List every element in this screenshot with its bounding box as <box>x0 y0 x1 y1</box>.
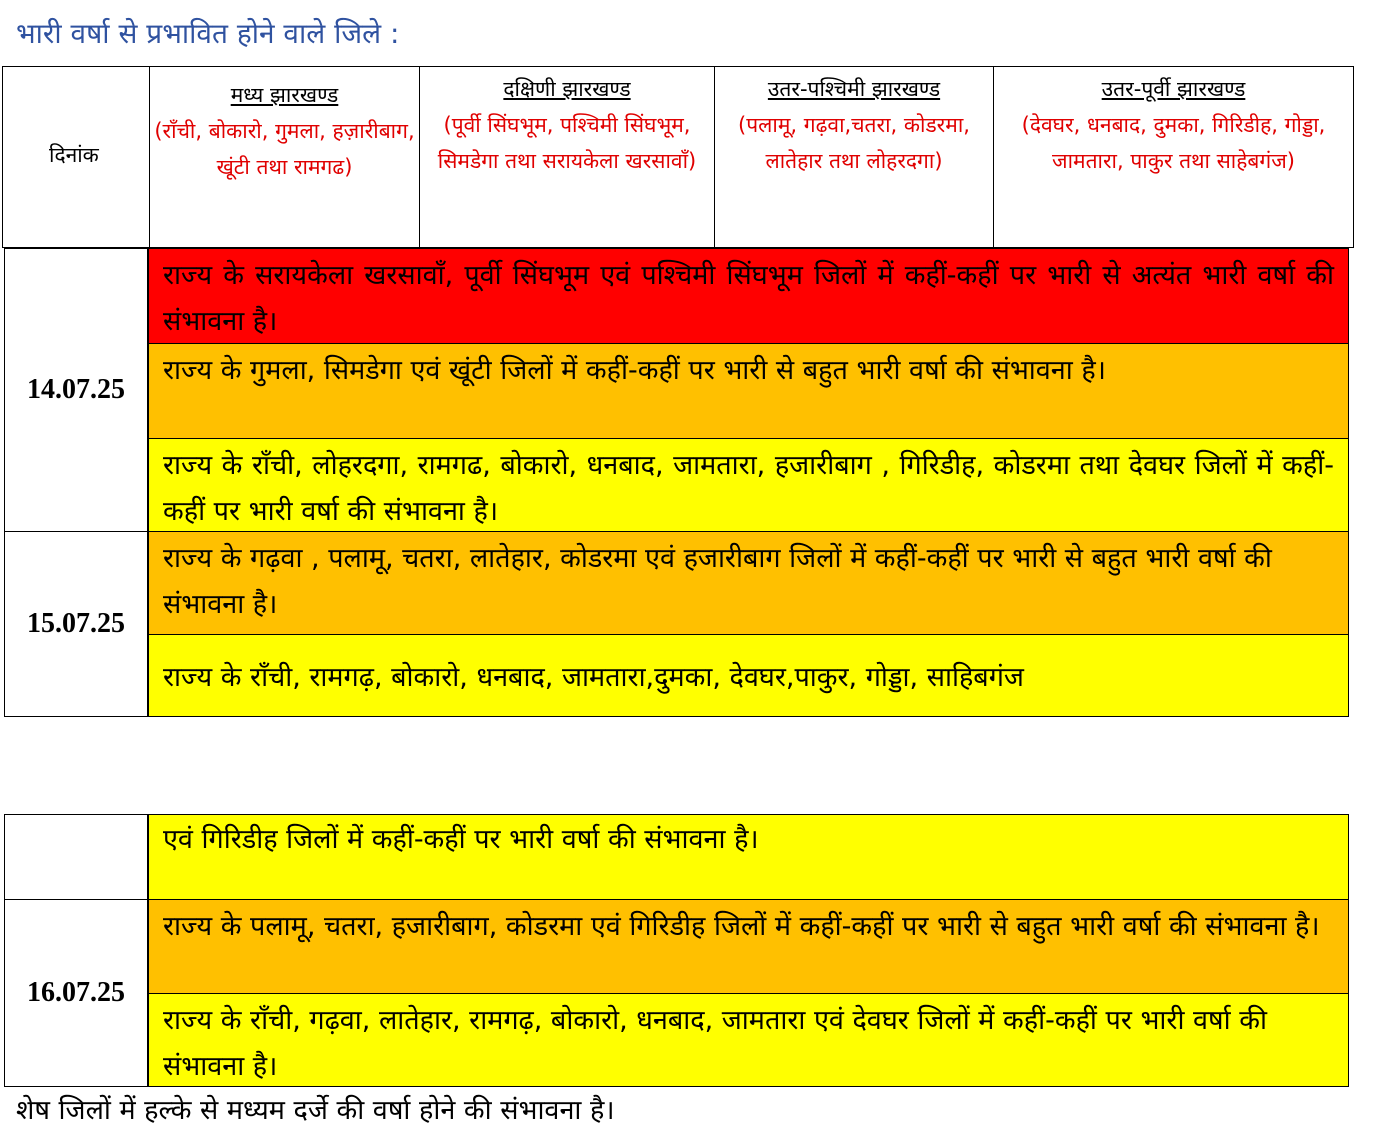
date-cell: 14.07.25 <box>4 248 148 532</box>
region-districts: (देवघर, धनबाद, दुमका, गिरिडीह, गोड्डा, जामतारा, पाकुर तथा साहेबगंज) <box>1021 113 1326 173</box>
alert-yellow: राज्य के राँची, रामगढ़, बोकारो, धनबाद, जामतारा,दुमका, देवघर,पाकुर, गोड्डा, साहिबगंज <box>148 634 1349 717</box>
alert-orange: राज्य के पलामू, चतरा, हजारीबाग, कोडरमा एवं गिरिडीह जिलों में कहीं-कहीं पर भारी से बहुत भारी वर्षा की संभावना है। <box>148 899 1349 994</box>
region-name: दक्षिणी झारखण्ड <box>503 77 631 101</box>
region-districts: (पलामू, गढ़वा,चतरा, कोडरमा, लातेहार तथा लोहरदगा) <box>738 113 970 173</box>
date-cell: 15.07.25 <box>4 531 148 717</box>
footer-note: शेष जिलों में हल्के से मध्यम दर्जे की वर्षा होने की संभावना है। <box>16 1095 615 1126</box>
date-header-label: दिनांक <box>49 143 99 167</box>
region-header-northeast <box>993 66 1354 248</box>
alert-red: राज्य के सरायकेला खरसावाँ, पूर्वी सिंघभूम एवं पश्चिमी सिंघभूम जिलों में कहीं-कहीं पर भारी से अत्यंत भारी वर्षा की संभावना है। <box>148 248 1349 344</box>
region-header-northwest <box>714 66 994 248</box>
alert-yellow: राज्य के राँची, लोहरदगा, रामगढ, बोकारो, धनबाद, जामतारा, हजारीबाग , गिरिडीह, कोडरमा तथा देवघर जिलों में कहीं-कहीं पर भारी वर्षा की संभावना है। <box>148 438 1349 532</box>
region-districts: (पूर्वी सिंघभूम, पश्चिमी सिंघभूम, सिमडेगा तथा सरायकेला खरसावाँ) <box>437 113 697 173</box>
page-heading: भारी वर्षा से प्रभावित होने वाले जिले : <box>16 17 400 50</box>
region-header-central <box>149 66 420 248</box>
date-cell-empty <box>4 814 148 900</box>
alert-yellow: एवं गिरिडीह जिलों में कहीं-कहीं पर भारी वर्षा की संभावना है। <box>148 814 1349 900</box>
alert-orange: राज्य के गुमला, सिमडेगा एवं खूंटी जिलों में कहीं-कहीं पर भारी से बहुत भारी वर्षा की संभावना है। <box>148 343 1349 439</box>
date-header-cell <box>2 66 150 248</box>
region-header-south <box>419 66 715 248</box>
alert-yellow: राज्य के राँची, गढ़वा, लातेहार, रामगढ़, बोकारो, धनबाद, जामतारा एवं देवघर जिलों में कहीं-कहीं पर भारी वर्षा की संभावना है। <box>148 993 1349 1087</box>
date-cell: 16.07.25 <box>4 899 148 1087</box>
alert-orange: राज्य के गढ़वा , पलामू, चतरा, लातेहार, कोडरमा एवं हजारीबाग जिलों में कहीं-कहीं पर भारी से बहुत भारी वर्षा की संभावना है। <box>148 531 1349 635</box>
region-name: उतर-पूर्वी झारखण्ड <box>1101 77 1246 101</box>
region-districts: (राँची, बोकारो, गुमला, हज़ारीबाग, खूंटी तथा रामगढ) <box>154 119 415 179</box>
region-name: मध्य झारखण्ड <box>230 83 339 107</box>
region-name: उतर-पश्चिमी झारखण्ड <box>767 77 941 101</box>
